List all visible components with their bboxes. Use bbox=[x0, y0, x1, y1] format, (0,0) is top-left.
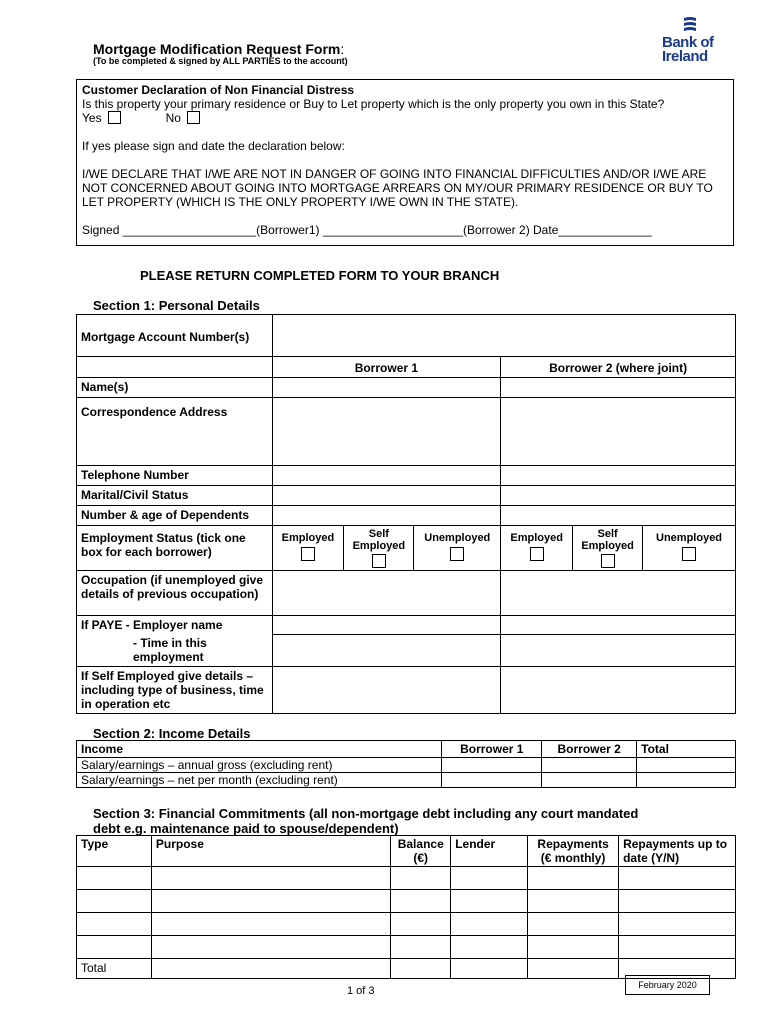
occupation-label: Occupation (if unemployed give details of previous occupation) bbox=[77, 571, 273, 616]
monthly-b2-field[interactable] bbox=[542, 773, 637, 788]
section2-title: Section 2: Income Details bbox=[93, 726, 251, 741]
b1-employed-label: Employed bbox=[281, 532, 335, 544]
b2-unemployed-cell bbox=[643, 526, 736, 571]
repayments-header: Repayments (€ monthly) bbox=[528, 836, 619, 867]
purpose-cell[interactable] bbox=[151, 867, 390, 890]
lender-header: Lender bbox=[451, 836, 528, 867]
lender-cell[interactable] bbox=[451, 867, 528, 890]
bank-logo bbox=[662, 16, 732, 68]
paye-time-b1-field[interactable] bbox=[272, 634, 501, 667]
type-cell[interactable] bbox=[77, 867, 152, 890]
dependents-label: Number & age of Dependents bbox=[77, 506, 273, 526]
employment-status-label: Employment Status (tick one box for each borrower) bbox=[77, 526, 273, 571]
occupation-b2-field[interactable] bbox=[501, 571, 736, 616]
names-b1-field[interactable] bbox=[272, 378, 501, 398]
b2-self-employed-checkbox[interactable] bbox=[601, 554, 615, 568]
marital-b2-field[interactable] bbox=[501, 486, 736, 506]
income-row-annual: Salary/earnings – annual gross (excluding rent) bbox=[77, 758, 442, 773]
b1-unemployed-label: Unemployed bbox=[424, 532, 491, 544]
logo-text-line1: Bank of bbox=[662, 34, 714, 51]
personal-details-table bbox=[76, 314, 736, 714]
declaration-heading: Customer Declaration of Non Financial Distress bbox=[82, 83, 355, 97]
form-title: Mortgage Modification Request Form: bbox=[93, 41, 345, 57]
no-checkbox[interactable] bbox=[187, 111, 200, 124]
income-row-monthly: Salary/earnings – net per month (excluding rent) bbox=[77, 773, 442, 788]
total-purpose-cell[interactable] bbox=[151, 959, 390, 979]
uptodate-cell[interactable] bbox=[619, 936, 736, 959]
income-col-header: Income bbox=[77, 741, 442, 758]
return-notice: PLEASE RETURN COMPLETED FORM TO YOUR BRANCH bbox=[140, 268, 500, 283]
total-lender-cell[interactable] bbox=[451, 959, 528, 979]
balance-cell[interactable] bbox=[391, 867, 451, 890]
type-header: Type bbox=[77, 836, 152, 867]
commitment-row bbox=[77, 867, 736, 890]
telephone-b2-field[interactable] bbox=[501, 466, 736, 486]
commitment-row bbox=[77, 913, 736, 936]
names-label: Name(s) bbox=[77, 378, 273, 398]
no-label: No bbox=[165, 111, 181, 125]
lender-cell[interactable] bbox=[451, 936, 528, 959]
purpose-cell[interactable] bbox=[151, 936, 390, 959]
purpose-cell[interactable] bbox=[151, 890, 390, 913]
b1-employed-checkbox[interactable] bbox=[301, 547, 315, 561]
self-employed-details-b2-field[interactable] bbox=[501, 667, 736, 714]
lender-cell[interactable] bbox=[451, 890, 528, 913]
income-table bbox=[76, 740, 736, 788]
telephone-label: Telephone Number bbox=[77, 466, 273, 486]
section1-title: Section 1: Personal Details bbox=[93, 298, 260, 313]
declaration-instruction: If yes please sign and date the declaration below: bbox=[82, 139, 345, 153]
b1-unemployed-checkbox[interactable] bbox=[450, 547, 464, 561]
repayments-cell[interactable] bbox=[528, 936, 619, 959]
purpose-cell[interactable] bbox=[151, 913, 390, 936]
annual-b2-field[interactable] bbox=[542, 758, 637, 773]
b1-self-employed-label: Self Employed bbox=[352, 528, 406, 552]
signature-line[interactable]: Signed ____________________(Borrower1) _____________________(Borrower 2) Date______________ bbox=[82, 223, 652, 237]
b2-employed-cell bbox=[501, 526, 573, 571]
balance-cell[interactable] bbox=[391, 913, 451, 936]
uptodate-cell[interactable] bbox=[619, 890, 736, 913]
income-b2-header: Borrower 2 bbox=[542, 741, 637, 758]
b1-unemployed-cell bbox=[414, 526, 501, 571]
borrower2-header: Borrower 2 (where joint) bbox=[501, 357, 736, 378]
marital-label: Marital/Civil Status bbox=[77, 486, 273, 506]
b2-unemployed-checkbox[interactable] bbox=[682, 547, 696, 561]
b2-employed-checkbox[interactable] bbox=[530, 547, 544, 561]
purpose-header: Purpose bbox=[151, 836, 390, 867]
section3-title: Section 3: Financial Commitments (all non-mortgage debt including any court mandated debt e.g. maintenance paid to spouse/dependent) bbox=[93, 806, 639, 836]
paye-employer-label: If PAYE - Employer name bbox=[77, 616, 273, 635]
yes-checkbox[interactable] bbox=[108, 111, 121, 124]
marital-b1-field[interactable] bbox=[272, 486, 501, 506]
b2-self-employed-label: Self Employed bbox=[581, 528, 634, 552]
balance-cell[interactable] bbox=[391, 890, 451, 913]
declaration-question: Is this property your primary residence or Buy to Let property which is the only property you own in this State? bbox=[82, 97, 665, 111]
b1-self-employed-checkbox[interactable] bbox=[372, 554, 386, 568]
telephone-b1-field[interactable] bbox=[272, 466, 501, 486]
total-balance-cell[interactable] bbox=[391, 959, 451, 979]
b1-employed-cell bbox=[272, 526, 344, 571]
b1-self-employed-cell bbox=[344, 526, 414, 571]
commitments-table bbox=[76, 835, 736, 979]
self-employed-details-b1-field[interactable] bbox=[272, 667, 501, 714]
mortgage-account-field[interactable] bbox=[272, 315, 736, 357]
type-cell[interactable] bbox=[77, 890, 152, 913]
bank-logo-mark bbox=[662, 16, 732, 36]
declaration-statement: I/WE DECLARE THAT I/WE ARE NOT IN DANGER OF GOING INTO FINANCIAL DIFFICULTIES AND/OR I/WE ARE NOT CONCERNED ABOUT GOING INTO MORTGAGE ARREARS ON MY/OUR PRIMARY RESIDENCE OR BUY TO LET PROPERTY (WHICH IS THE ONLY PROPERTY I/WE OWN IN THE STATE). bbox=[82, 167, 713, 209]
occupation-b1-field[interactable] bbox=[272, 571, 501, 616]
dependents-b2-field[interactable] bbox=[501, 506, 736, 526]
type-cell[interactable] bbox=[77, 913, 152, 936]
names-b2-field[interactable] bbox=[501, 378, 736, 398]
annual-total-field[interactable] bbox=[637, 758, 736, 773]
annual-b1-field[interactable] bbox=[442, 758, 542, 773]
commitment-row bbox=[77, 936, 736, 959]
address-b2-field[interactable] bbox=[501, 398, 736, 466]
paye-time-label: - Time in this employment bbox=[77, 634, 273, 667]
borrower1-header: Borrower 1 bbox=[272, 357, 501, 378]
paye-employer-b2-field[interactable] bbox=[501, 616, 736, 635]
monthly-b1-field[interactable] bbox=[442, 773, 542, 788]
page-number: 1 of 3 bbox=[347, 985, 375, 997]
commitment-row bbox=[77, 890, 736, 913]
paye-time-b2-field[interactable] bbox=[501, 634, 736, 667]
repayments-cell[interactable] bbox=[528, 867, 619, 890]
monthly-total-field[interactable] bbox=[637, 773, 736, 788]
form-date: February 2020 bbox=[625, 975, 710, 995]
repayments-cell[interactable] bbox=[528, 890, 619, 913]
total-label: Total bbox=[77, 959, 152, 979]
self-employed-details-label: If Self Employed give details – including type of business, time in operation etc bbox=[77, 667, 273, 714]
balance-header: Balance (€) bbox=[391, 836, 451, 867]
address-b1-field[interactable] bbox=[272, 398, 501, 466]
uptodate-cell[interactable] bbox=[619, 867, 736, 890]
b2-unemployed-label: Unemployed bbox=[656, 532, 723, 544]
mortgage-account-label: Mortgage Account Number(s) bbox=[77, 315, 273, 357]
declaration-box bbox=[76, 79, 734, 246]
declaration-options bbox=[82, 111, 728, 125]
type-cell[interactable] bbox=[77, 936, 152, 959]
logo-text-line2: Ireland bbox=[662, 48, 708, 65]
address-label: Correspondence Address bbox=[77, 398, 273, 466]
repayments-cell[interactable] bbox=[528, 913, 619, 936]
total-repayments-cell[interactable] bbox=[528, 959, 619, 979]
uptodate-cell[interactable] bbox=[619, 913, 736, 936]
b2-employed-label: Employed bbox=[510, 532, 563, 544]
uptodate-header: Repayments up to date (Y/N) bbox=[619, 836, 736, 867]
income-total-header: Total bbox=[637, 741, 736, 758]
yes-label: Yes bbox=[82, 111, 102, 125]
lender-cell[interactable] bbox=[451, 913, 528, 936]
balance-cell[interactable] bbox=[391, 936, 451, 959]
dependents-b1-field[interactable] bbox=[272, 506, 501, 526]
income-b1-header: Borrower 1 bbox=[442, 741, 542, 758]
b2-self-employed-cell bbox=[573, 526, 643, 571]
form-subtitle: (To be completed & signed by ALL PARTIES to the account) bbox=[93, 56, 348, 66]
paye-employer-b1-field[interactable] bbox=[272, 616, 501, 635]
